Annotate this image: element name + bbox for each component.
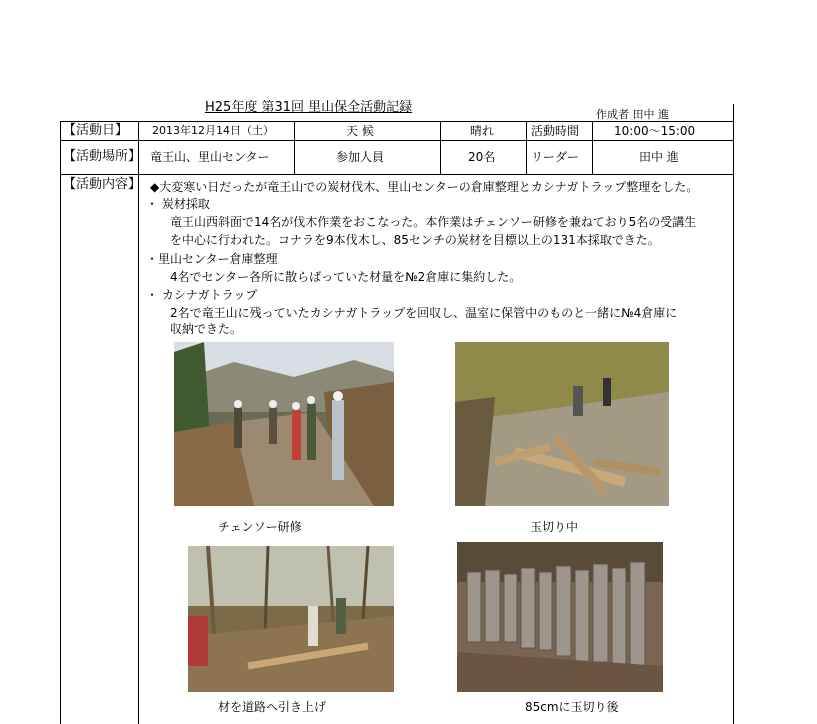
leader-label: リーダー xyxy=(531,150,580,164)
col-divider-1 xyxy=(294,121,295,174)
document-title: H25年度 第31回 里山保全活動記録 xyxy=(205,100,413,115)
log-cutting-photo xyxy=(455,342,669,506)
participants-label: 参加人員 xyxy=(336,150,385,164)
chainsaw-training-photo xyxy=(174,342,394,506)
date-label: 【活動日】 xyxy=(63,123,129,138)
place-label: 【活動場所】 xyxy=(63,149,142,164)
right-border-top xyxy=(733,104,734,121)
item-line: 収納できた。 xyxy=(170,322,243,336)
item-line: 4名でセンター各所に散らばっていた材量を№2倉庫に集約した。 xyxy=(170,270,522,284)
row2-bottom-border xyxy=(60,174,734,175)
weather-label: 天 候 xyxy=(346,124,374,138)
row1-bottom-border xyxy=(60,140,734,141)
time-label: 活動時間 xyxy=(531,124,580,138)
col-divider-4 xyxy=(592,121,593,174)
author-label: 作成者 田中 進 xyxy=(596,108,669,121)
item-heading-charcoal: ・ 炭材採取 xyxy=(146,197,210,211)
photo-caption: 玉切り中 xyxy=(530,520,579,534)
place-value: 竜王山、里山センター xyxy=(150,150,270,164)
table-left-border xyxy=(60,121,61,724)
time-value: 10:00〜15:00 xyxy=(614,124,696,138)
item-line: 竜王山西斜面で14名が伐木作業をおこなった。本作業はチェンソー研修を兼ねており5名の受講生 xyxy=(170,215,697,229)
leader-value: 田中 進 xyxy=(639,150,679,164)
content-summary: ◆大変寒い日だったが竜王山での炭材伐木、里山センターの倉庫整理とカシナガトラップ整理をした。 xyxy=(150,180,699,194)
item-heading-storage: ・里山センター倉庫整理 xyxy=(146,252,278,266)
label-column-border xyxy=(138,121,139,724)
item-line: 2名で竜王山に残っていたカシナガトラップを回収し、温室に保管中のものと一緒に№4倉庫に xyxy=(170,306,678,320)
col-divider-3 xyxy=(526,121,527,174)
photo-caption: チェンソー研修 xyxy=(218,520,302,534)
table-right-border xyxy=(733,121,734,724)
col-divider-2 xyxy=(440,121,441,174)
photo-caption: 材を道路へ引き上げ xyxy=(218,700,327,714)
item-line: を中心に行われた。コナラを9本伐木し、85センチの炭材を目標以上の131本採取できた。 xyxy=(170,233,660,247)
hauling-timber-photo xyxy=(188,546,394,692)
content-label: 【活動内容】 xyxy=(63,177,142,192)
logs-cut-photo xyxy=(457,542,663,692)
date-value: 2013年12月14日（土） xyxy=(152,124,274,137)
photo-caption: 85cmに玉切り後 xyxy=(525,700,619,714)
weather-value: 晴れ xyxy=(470,124,495,138)
item-heading-trap: ・ カシナガトラップ xyxy=(146,288,258,302)
participants-value: 20名 xyxy=(468,150,496,164)
